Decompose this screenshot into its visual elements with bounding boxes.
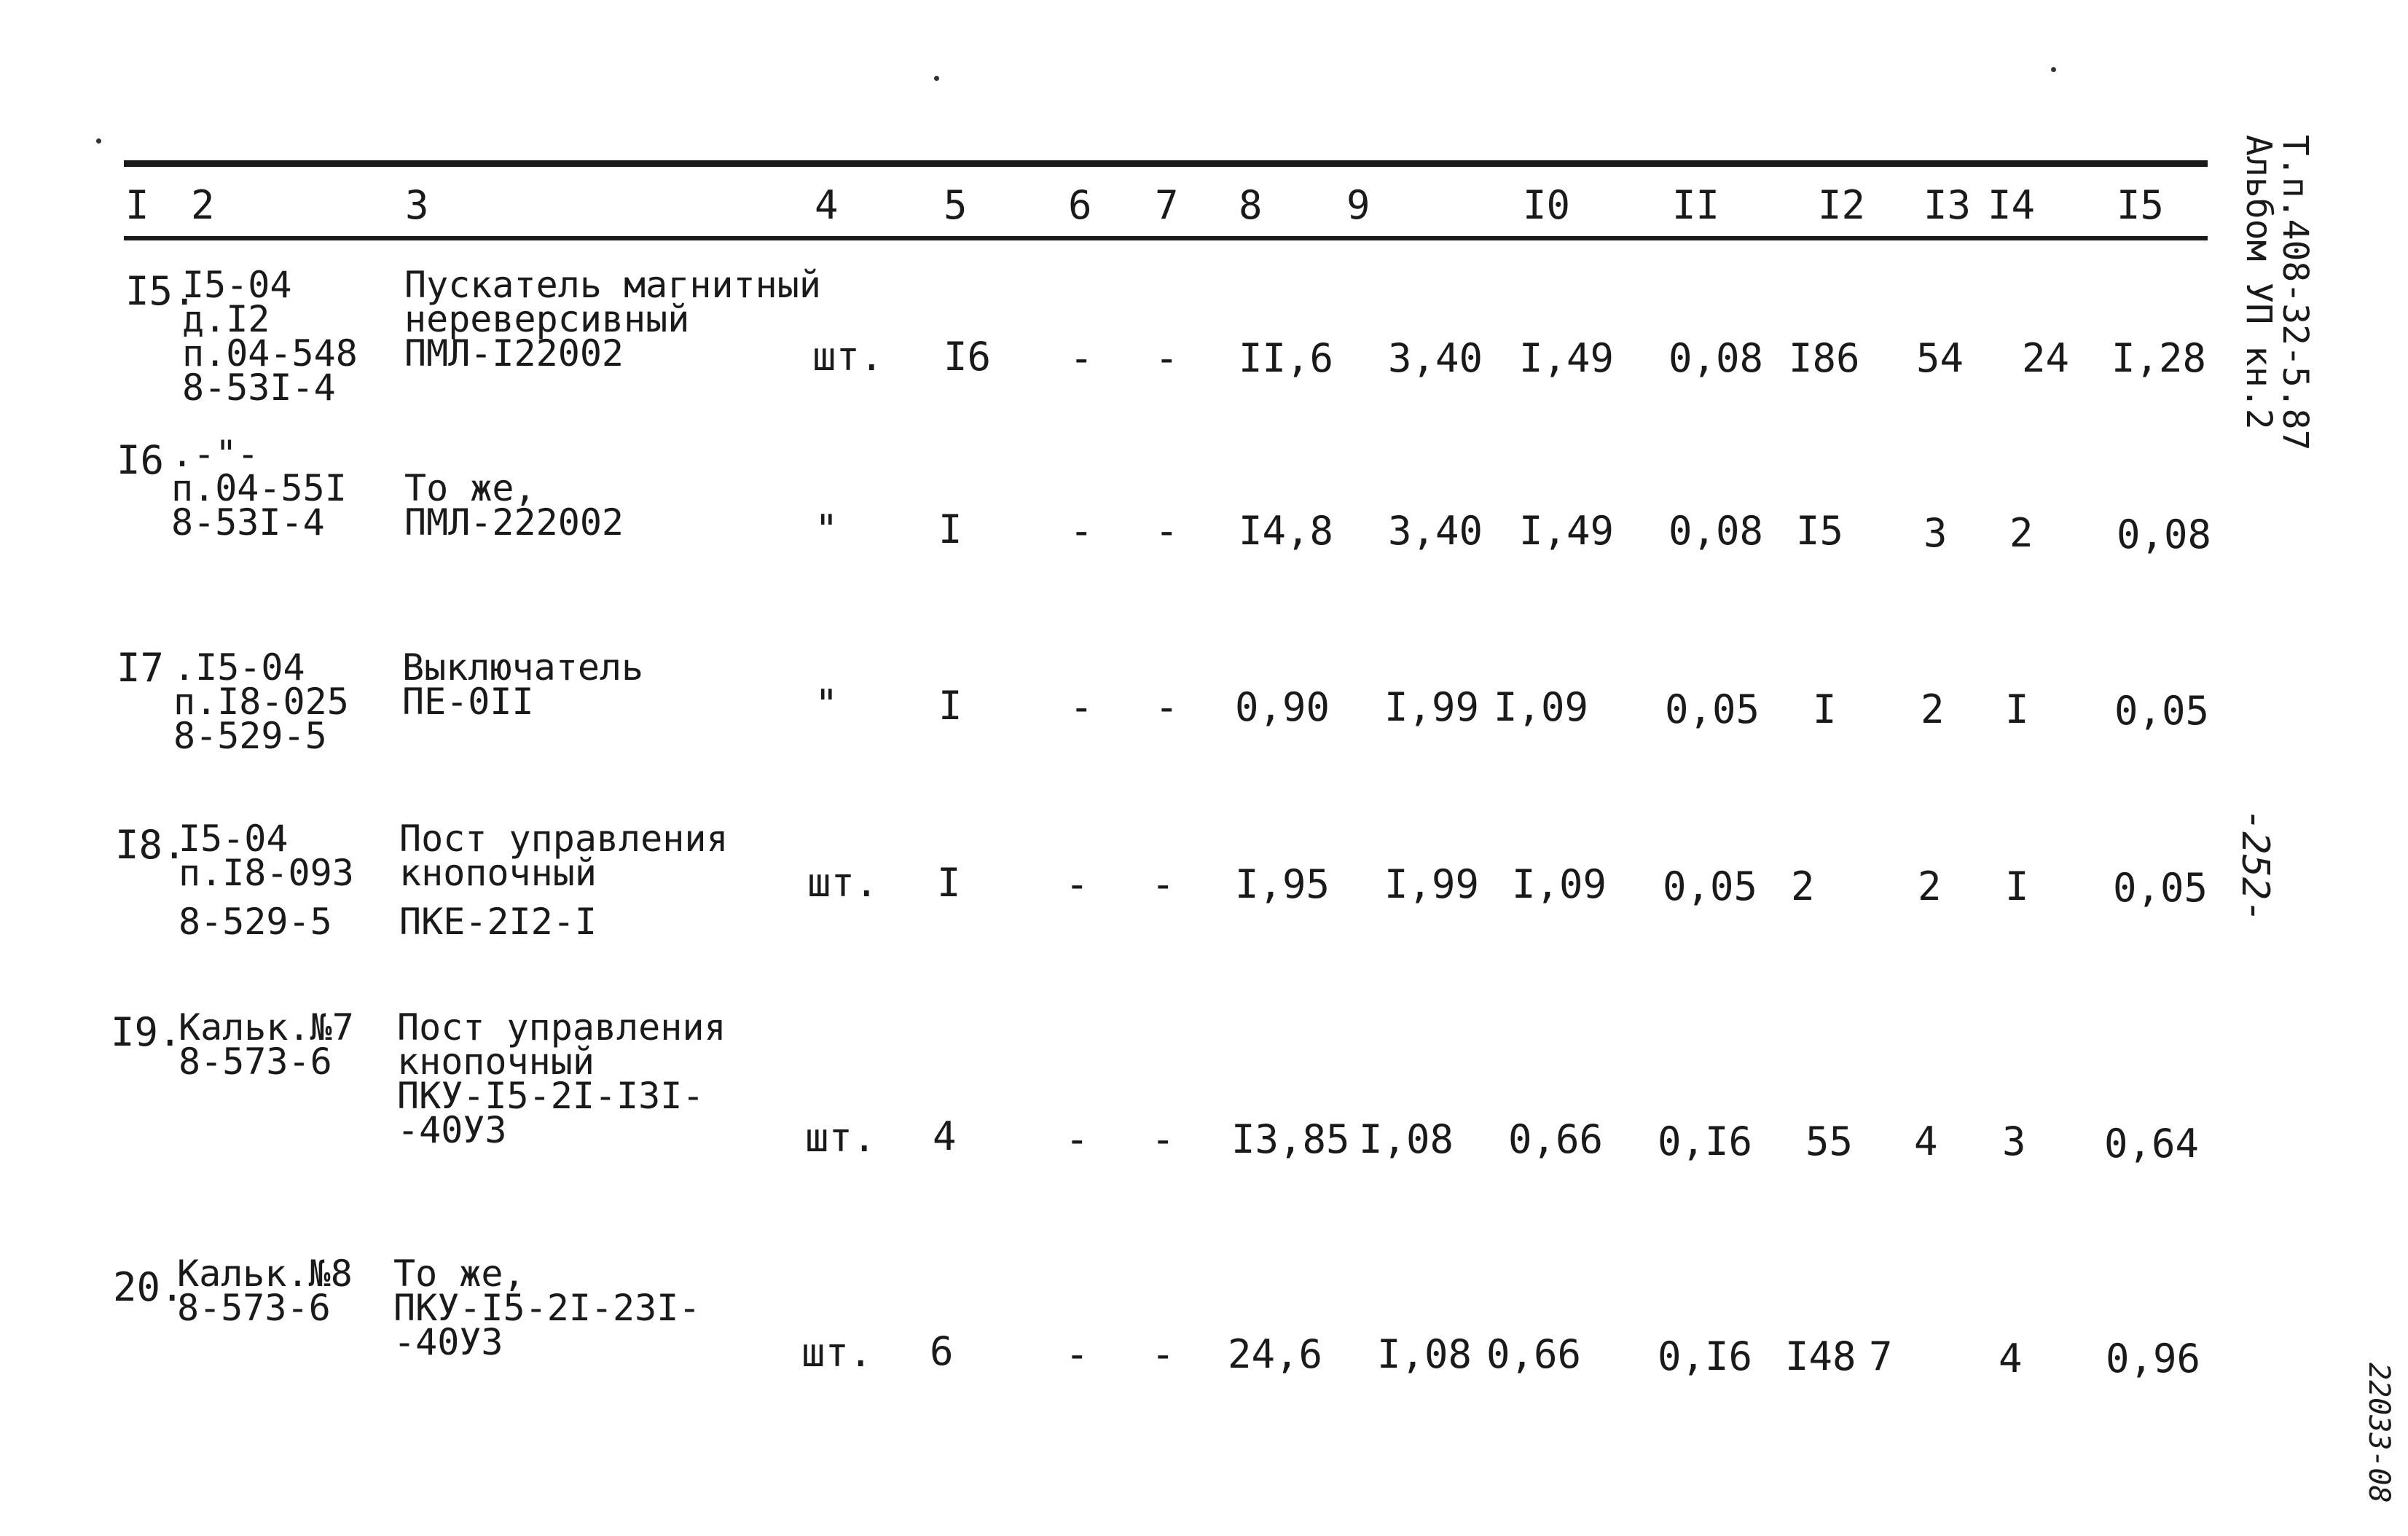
row-col-7: - — [1155, 508, 1179, 554]
row-col-8: I,95 — [1235, 861, 1330, 907]
row-col-10: I,49 — [1519, 335, 1615, 381]
row-col-11: 0,08 — [1668, 335, 1764, 381]
row-col-5: I — [937, 860, 961, 906]
row-col-6: - — [1065, 1331, 1089, 1377]
row-col-13: 4 — [1914, 1118, 1938, 1164]
row-col-12: I86 — [1789, 335, 1860, 381]
row-col-9: 3,40 — [1388, 508, 1483, 554]
row-col-13: 2 — [1918, 863, 1942, 909]
row-col-15: 0,64 — [2104, 1121, 2200, 1167]
row-col-10: I,09 — [1494, 684, 1589, 730]
header-col-4: 4 — [815, 182, 839, 228]
row-col-8: II,6 — [1239, 335, 1334, 381]
row-unit: " — [815, 681, 839, 727]
row-col-15: 0,08 — [2117, 512, 2212, 557]
row-col-6: - — [1070, 508, 1094, 554]
row-col-9: 3,40 — [1388, 335, 1483, 381]
header-col-9: 9 — [1346, 182, 1370, 228]
row-col-9: I,99 — [1384, 861, 1480, 907]
row-col-8: 0,90 — [1235, 684, 1330, 730]
header-col-12: I2 — [1818, 182, 1866, 228]
row-col-12: I5 — [1796, 508, 1844, 554]
row-col-11: 0,08 — [1668, 508, 1764, 554]
row-col-14: I — [2005, 863, 2029, 909]
row-col-8: I4,8 — [1239, 508, 1334, 554]
header-col-10: I0 — [1523, 182, 1571, 228]
row-name: Пост управления кнопочный ПКУ-I5-2I-I3I- -40У3 — [397, 1006, 726, 1151]
row-col-8: I3,85 — [1231, 1116, 1350, 1162]
row-col-6: - — [1070, 335, 1094, 381]
row-col-5: I6 — [944, 334, 992, 380]
row-col-13: 2 — [1921, 686, 1945, 732]
scan-speck — [2051, 67, 2056, 72]
row-col-7: - — [1151, 861, 1175, 907]
row-col-9: I,99 — [1384, 684, 1480, 730]
row-col-15: 0,05 — [2114, 688, 2210, 734]
row-col-6: - — [1065, 861, 1089, 907]
row-col-10: 0,66 — [1486, 1331, 1582, 1377]
row-col-9: I,08 — [1359, 1116, 1454, 1162]
row-col-12: I48 — [1785, 1333, 1856, 1379]
album-label: Альбом УП кн.2 — [2238, 135, 2279, 430]
row-col-12: 2 — [1791, 863, 1815, 909]
archive-stamp: 22033-08 — [2362, 1363, 2396, 1503]
row-number: I9. — [111, 1009, 182, 1055]
row-col-10: I,49 — [1519, 508, 1615, 554]
row-number: I6 — [117, 437, 165, 483]
row-name: То же, ПМЛ-222002 — [404, 467, 624, 544]
row-col-13: 7 — [1869, 1333, 1893, 1379]
row-code: .-"- п.04-55I 8-53I-4 — [171, 433, 347, 544]
row-col-5: I — [938, 506, 962, 552]
row-col-15: 0,96 — [2106, 1336, 2201, 1382]
header-col-7: 7 — [1155, 182, 1179, 228]
row-col-11: 0,05 — [1665, 686, 1760, 732]
row-col-11: 0,I6 — [1658, 1118, 1753, 1164]
row-col-10: 0,66 — [1508, 1116, 1604, 1162]
table-header-rule — [124, 236, 2208, 240]
row-col-9: I,08 — [1377, 1331, 1472, 1377]
row-col-5: 6 — [930, 1328, 954, 1374]
doc-code: Т.п.408-32-5.87 — [2275, 135, 2315, 451]
row-col-12: I — [1813, 686, 1837, 732]
row-code: Кальк.№8 8-573-6 — [177, 1253, 353, 1329]
header-col-13: I3 — [1923, 182, 1972, 228]
row-code: I5-04 д.I2 п.04-548 8-53I-4 — [182, 264, 358, 409]
row-unit: шт. — [801, 1330, 873, 1376]
row-number: I8. — [115, 822, 187, 868]
row-col-11: 0,05 — [1663, 863, 1758, 909]
row-code: I5-04 п.I8-093 8-529-5 — [179, 818, 354, 943]
row-col-14: 3 — [2002, 1118, 2026, 1164]
row-col-14: I — [2005, 686, 2029, 732]
page-number: -252- — [2233, 809, 2277, 923]
row-unit: шт. — [805, 1115, 876, 1161]
row-col-7: - — [1151, 1116, 1175, 1162]
row-number: I7 — [117, 645, 165, 691]
header-col-3: 3 — [405, 182, 429, 228]
row-col-15: I,28 — [2111, 335, 2207, 381]
scan-speck — [934, 76, 939, 81]
document-code-label — [2240, 135, 2313, 450]
row-col-14: 24 — [2022, 335, 2070, 381]
table-top-rule — [124, 160, 2208, 167]
header-col-5: 5 — [944, 182, 968, 228]
header-col-15: I5 — [2117, 182, 2165, 228]
row-col-13: 54 — [1916, 335, 1964, 381]
header-col-11: II — [1672, 182, 1720, 228]
row-unit: " — [815, 506, 839, 552]
row-name: То же, ПКУ-I5-2I-23I- -40У3 — [393, 1253, 701, 1363]
row-col-8: 24,6 — [1228, 1331, 1323, 1377]
header-col-1: I — [125, 182, 149, 228]
row-name: Выключатель ПЕ-0II — [402, 646, 644, 723]
row-name: Пост управления кнопочный ПКЕ-2I2-I — [399, 818, 729, 943]
row-col-11: 0,I6 — [1658, 1333, 1753, 1379]
row-col-14: 2 — [2009, 510, 2034, 556]
row-col-5: I — [938, 683, 962, 729]
row-code: Кальк.№7 8-573-6 — [179, 1006, 354, 1083]
row-col-14: 4 — [1999, 1336, 2023, 1382]
row-col-6: - — [1070, 684, 1094, 730]
row-unit: шт. — [807, 860, 879, 906]
header-col-6: 6 — [1068, 182, 1092, 228]
row-col-10: I,09 — [1512, 861, 1607, 907]
row-code: .I5-04 п.I8-025 8-529-5 — [173, 646, 349, 757]
row-col-6: - — [1065, 1116, 1089, 1162]
header-col-14: I4 — [1988, 182, 2036, 228]
row-col-12: 55 — [1805, 1118, 1854, 1164]
row-number: 20. — [113, 1264, 184, 1310]
row-number: I5. — [125, 268, 197, 314]
row-col-15: 0,05 — [2113, 865, 2208, 911]
row-col-7: - — [1151, 1331, 1175, 1377]
row-unit: шт. — [812, 334, 884, 380]
row-col-7: - — [1155, 684, 1179, 730]
header-col-2: 2 — [191, 182, 215, 228]
row-col-7: - — [1155, 335, 1179, 381]
header-col-8: 8 — [1239, 182, 1263, 228]
row-col-5: 4 — [933, 1113, 957, 1159]
row-name: Пускатель магнитный нереверсивный ПМЛ-I22002 — [404, 264, 821, 375]
row-col-13: 3 — [1923, 510, 1948, 556]
scan-speck — [96, 138, 101, 144]
